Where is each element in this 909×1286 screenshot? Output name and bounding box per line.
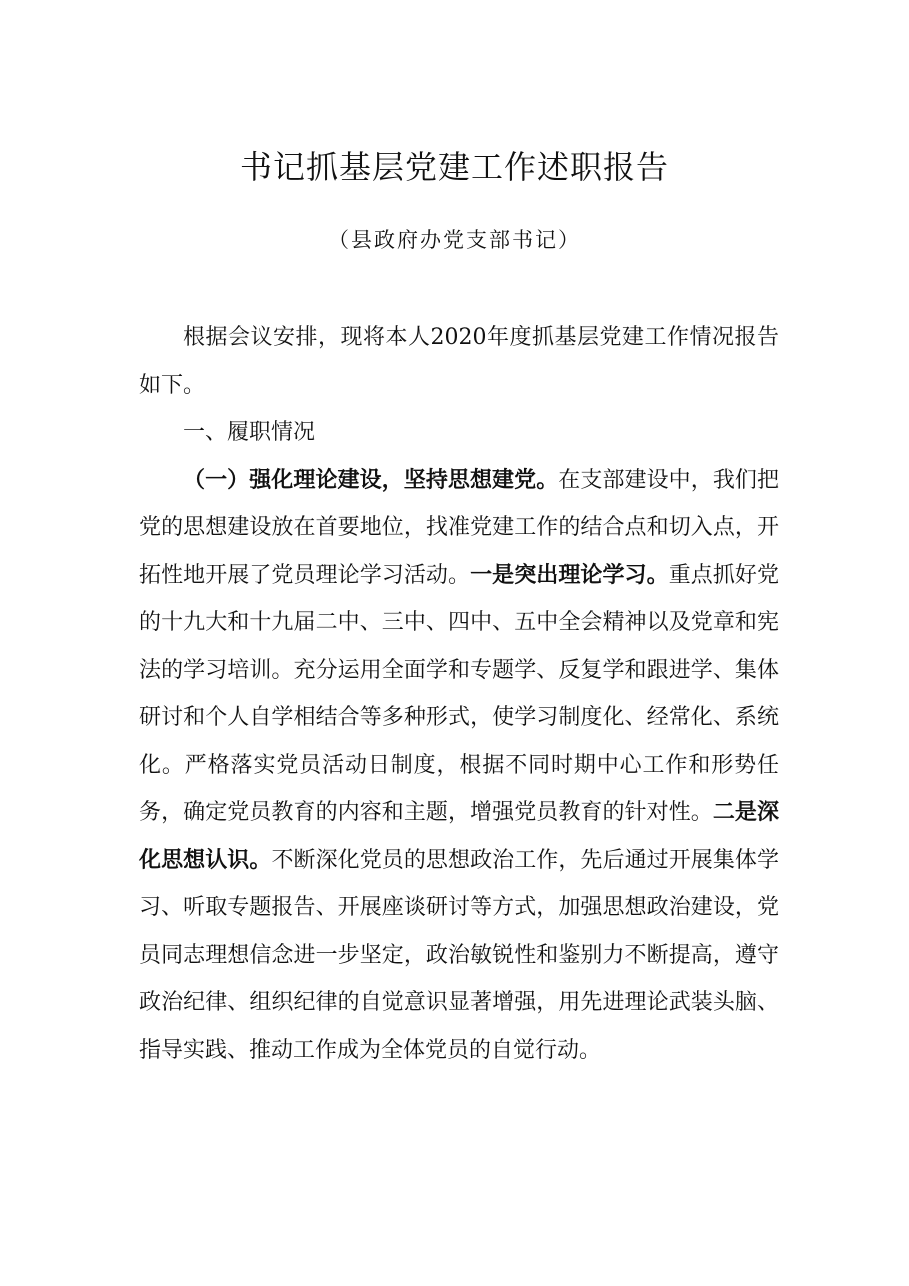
- paragraph-text: 在支部建设中，我们把党的思想建设放在首要地位，找准党建工作的结合点和切入点，开拓性地开展了党员理论学习活动。: [139, 467, 779, 588]
- document-title: 书记抓基层党建工作述职报告: [239, 148, 669, 186]
- section-heading: 一、履职情况: [183, 420, 316, 445]
- intro-paragraph: 根据会议安排，现将本人2020年度抓基层党建工作情况报告如下。: [139, 325, 779, 398]
- document-subtitle: （县政府办党支部书记）: [328, 228, 581, 252]
- point-heading: 一是突出理论学习。: [470, 561, 669, 588]
- point-heading: 二是深化思想认识。: [139, 799, 779, 873]
- paragraph-text: 不断深化党员的思想政治工作，先后通过开展集体学习、听取专题报告、开展座谈研讨等方式，加强思想政治建设，党员同志理想信念进一步坚定，政治敏锐性和鉴别力不断提高，遵守政治纪律、组织纪律的自觉意识显著增强，用先进理论武装头脑、指导实践、推动工作成为全体党员的自觉行动。: [139, 847, 779, 1063]
- paragraph-text: 重点抓好党的十九大和十九届二中、三中、四中、五中全会精神以及党章和宪法的学习培训。充分运用全面学和专题学、反复学和跟进学、集体研讨和个人自学相结合等多种形式，使学习制度化、经常化、系统化。严格落实党员活动日制度，根据不同时期中心工作和形势任务，确定党员教育的内容和主题，增强党员教育的针对性。: [139, 562, 779, 825]
- document-body: [139, 314, 779, 1074]
- subsection-heading: （一）强化理论建设，坚持思想建党。: [183, 466, 559, 493]
- section-paragraph: [139, 457, 779, 1075]
